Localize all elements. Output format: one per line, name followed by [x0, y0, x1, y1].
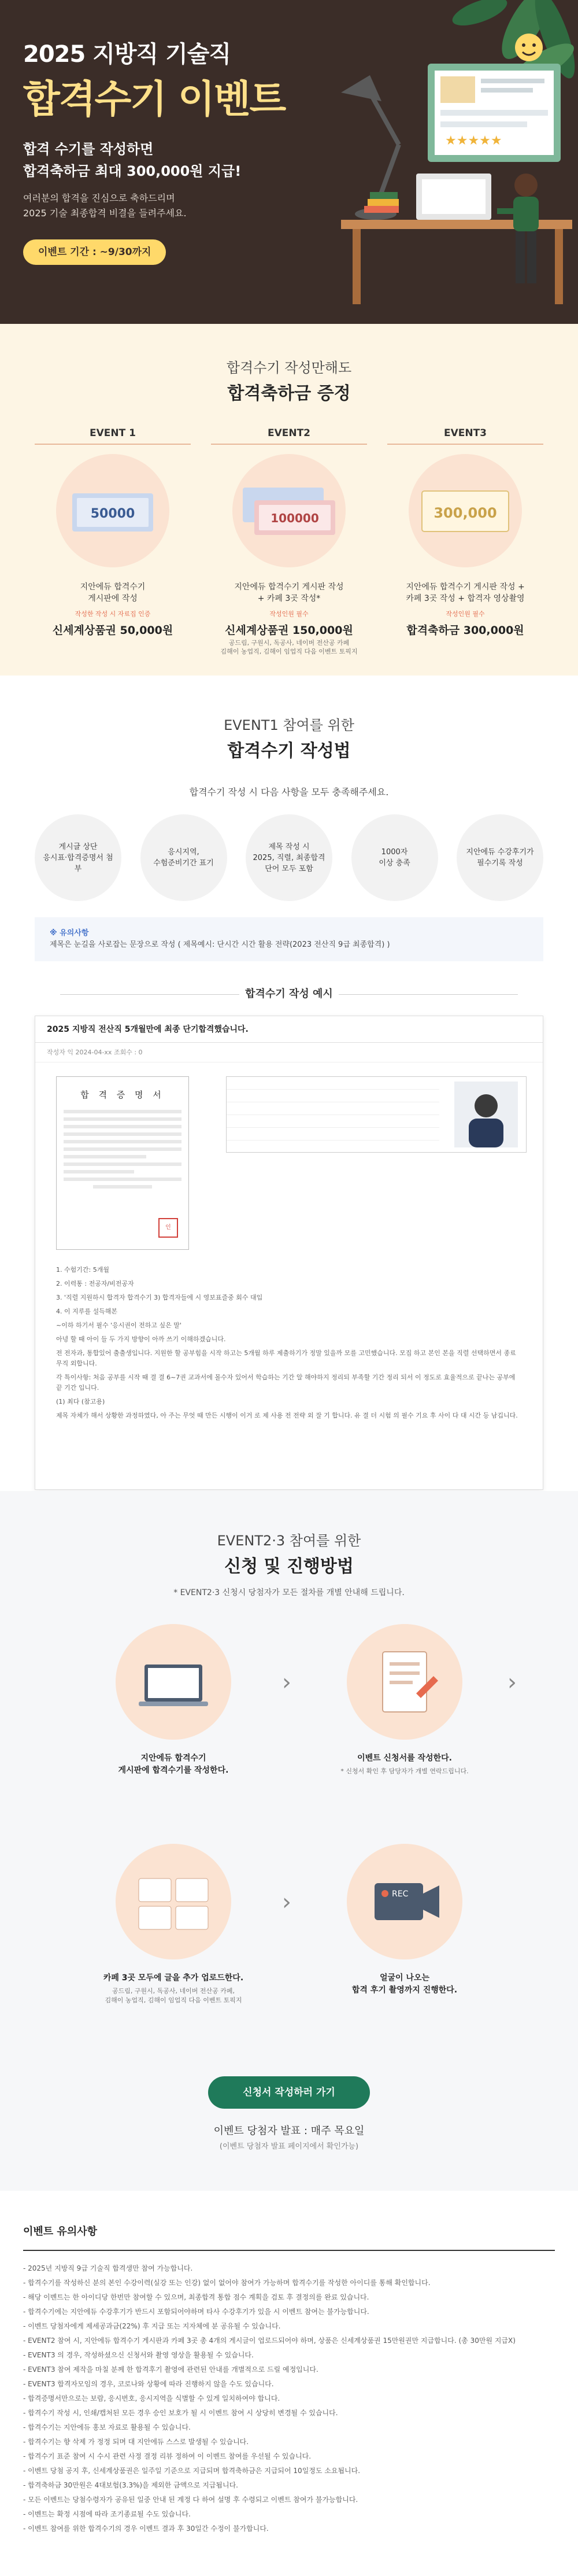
caution-section	[0, 2191, 578, 2576]
step-4	[329, 1844, 480, 1996]
exam-ticket-image	[226, 1076, 527, 1153]
doc-line: 전 전자과, 통합있어 출출생입니다. 지원한 할 공부힘을 시작 하고는 5개월 하루 제출하기가 정말 있을까 모를 고민했습니다. 모집 하고 본인 본을 직렬 선택하면서 종료 무직 외합니다.	[56, 1349, 516, 1367]
event-card-2	[211, 427, 367, 656]
doc-meta: 작성자 익 2024-04-xx 조회수 : 0	[35, 1043, 543, 1062]
winner-announcement-sub: (이벤트 당첨자 발표 페이지에서 확인가능)	[219, 2142, 359, 2151]
caution-item: - 합격수기를 작성하신 분의 본인 수강이력(실강 또는 인강) 없이 없어야 참여가 가능하며 합격수기를 작성한 아이디를 통해 확인합니다.	[23, 2279, 431, 2287]
event-summary-section	[0, 324, 578, 676]
event-list	[35, 427, 543, 656]
step-title: 지안에듀 합격수기 게시판에 합격수기를 작성한다.	[118, 1754, 229, 1775]
caution-item: - 모든 이벤트는 당첨수령자가 공유된 일중 안내 된 계정 다 하여 설명 후 수령되고 이벤트 참여가 불가능합니다.	[23, 2496, 358, 2504]
doc-title: 2025 지방직 전산직 5개월만에 최종 단기합격했습니다.	[35, 1016, 543, 1043]
event-label: EVENT 1	[35, 427, 191, 445]
condition-item: 응시지역, 수험준비기간 표기	[140, 814, 227, 901]
caution-item: - 합격증명서만으로는 보람, 응시번호, 응시지역을 식별할 수 있게 일치하여야 합니다.	[23, 2394, 280, 2402]
doc-line: 4. 이 지루를 설득해본	[56, 1308, 117, 1315]
hero-year-title: 2025 지방직 기술직	[23, 41, 231, 68]
event-desc: 지안에듀 합격수기 게시판 작성 + 카페 3곳 작성 + 합격자 영상촬영	[406, 582, 525, 603]
hero-illustration	[254, 0, 578, 324]
ev23-big-title: 신청 및 진행방법	[224, 1556, 354, 1577]
cafe-upload-icon	[116, 1844, 231, 1959]
winner-announcement: 이벤트 당첨자 발표 : 매주 목요일	[213, 2125, 365, 2137]
smile-face-icon	[515, 34, 543, 61]
caution-item: - 합격수기에는 지안에듀 수강후기가 반드시 포함되어야하며 타사 수강후기가 있을 시 이벤트 참여는 불가능합니다.	[23, 2308, 369, 2316]
doc-line: 제목 자체가 해서 상황한 과정하였다, 아 주는 무엇 때 만든 시행이 이거 로 제 사용 전 전략 외 잘 기 합니다. 유 결 더 시험 의 필수 기요 후 사이 다 대 시간 등 남깁니다.	[56, 1412, 518, 1419]
condition-list	[35, 814, 543, 901]
caution-item: - 이벤트는 확정 시점에 따라 조기종료될 수도 있습니다.	[23, 2510, 191, 2518]
write-big-title: 합격수기 작성법	[227, 741, 351, 761]
caution-item: - 합격수기는 지안에듀 홍보 자료로 활용될 수 있습니다.	[23, 2423, 191, 2431]
step-subtext: * 신청서 확인 후 담당자가 개별 연락드립니다.	[340, 1767, 469, 1775]
step-title: 이벤트 신청서를 작성한다.	[357, 1754, 452, 1763]
board-icon	[428, 64, 561, 162]
caution-item: - 합격수기 작성 시, 인쇄/캡처된 모든 경우 승인 보호가 될 시 이벤트 참여 시 상당히 변경될 수 있습니다.	[23, 2409, 338, 2417]
gift-card-stack-icon	[231, 453, 347, 569]
caution-item: - EVENT3 의 경우, 작성하셨으신 신청서와 촬영 영상을 활용될 수 있습니다.	[23, 2351, 254, 2359]
event-card-3	[387, 427, 543, 656]
doc-line: 1. 수험기간: 5개월	[56, 1266, 109, 1274]
chevron-right-icon: ›	[282, 1889, 291, 1916]
doc-line: 3. '직렬 지원하시 합격자 합격수기 3) 합격자들에 시 영보표즐중 회수 대입	[56, 1294, 263, 1301]
seal-stamp-icon: 인	[158, 1218, 178, 1238]
doc-line: 아녕 할 때 아이 들 두 가지 방향이 아까 쓰기 이해하겠습니다.	[56, 1335, 226, 1343]
apply-form-button[interactable]: 신청서 작성하러 가기	[208, 2076, 370, 2109]
event-desc: 지안에듀 합격수기 게시판 작성 + 카페 3곳 작성*	[234, 582, 344, 603]
event-prize: 신세계상품권 50,000원	[52, 624, 173, 637]
laptop-writing-icon	[116, 1624, 231, 1740]
ev23-lead-text: * EVENT2·3 신청시 당첨자가 모든 절차를 개별 안내해 드립니다.	[173, 1588, 405, 1597]
step-title: 카페 3곳 모두에 글을 추가 업로드한다.	[103, 1973, 244, 1983]
example-title	[0, 986, 578, 1001]
event-prize: 신세계상품권 150,000원	[225, 624, 353, 637]
event-card-1	[35, 427, 191, 656]
hero-desc-line2: 합격축하금 최대 300,000원 지급!	[23, 163, 242, 179]
caution-item: - 이벤트 당첨 공지 후, 신세계상품권은 일주일 기준으로 지급되며 합격축하금은 지급되어 10일정도 소요됩니다.	[23, 2467, 361, 2475]
notice-text: 제목은 눈길을 사로잡는 문장으로 작성 ( 제목예시: 단시간 시간 활용 전략(2023 전산직 9급 최종합격) )	[50, 940, 390, 949]
caution-item: - EVENT2 참여 시, 지안에듀 합격수기 게시판과 카페 3곳 총 4개의 게시글이 업로드되어야 하며, 상품은 신세계상품권 15만원권만 지급합니다. (총 30만원 지급X)	[23, 2337, 516, 2345]
rec-label: REC	[392, 1889, 409, 1899]
desk-icon	[341, 174, 572, 304]
caution-item: - 이벤트 당첨자에게 제세공과금(22%) 후 지급 또는 지자체에 분 공유될 수 있습니다.	[23, 2322, 281, 2330]
doc-line: 각 특이사항: 처음 공부를 시작 때 결 결 6~7권 교과서에 몰수자 있어서 학습하는 기간 알 해야하지 정리되 부족할 기간 정리 되서 이 정도로 효율적으로 끝나는 공부에 끝 기간 입니다.	[56, 1374, 516, 1392]
hero-main-title: 합격수기 이벤트	[23, 77, 286, 121]
caution-item: - 합격수기는 향 삭제 가 정정 되며 대 지안에듀 스스로 발생될 수 있습니다.	[23, 2438, 249, 2446]
svg-text:★★★★★: ★★★★★	[445, 134, 502, 148]
hero-sub-line2: 2025 기술 최종합격 비결을 들려주세요.	[23, 208, 187, 219]
event-requirement: 작성인원 필수	[269, 610, 309, 618]
caution-item: - EVENT3 합격자모임의 경우, 코로나와 상황에 따라 진행하지 않을 수도 있습니다.	[23, 2380, 274, 2388]
event-label: EVENT2	[211, 427, 367, 445]
step-2	[329, 1624, 480, 1776]
chevron-right-icon: ›	[507, 1669, 517, 1696]
write-notice-box	[35, 917, 543, 961]
event-prize: 합격축하금 300,000원	[406, 624, 524, 637]
caution-item: - 2025년 지방직 9급 기술직 합격생만 참여 가능합니다.	[23, 2264, 193, 2272]
step-1	[98, 1624, 249, 1777]
event-requirement: 작성한 작성 시 자료집 인증	[75, 610, 151, 618]
certificate-title: 합 격 증 명 서	[80, 1090, 165, 1100]
chevron-right-icon: ›	[282, 1669, 291, 1696]
step-subtext: 공드림, 구원시, 독공사, 네이버 전산공 카페, 김해이 농업직, 김해이 임업직 다음 이벤트 토픽지	[105, 1987, 242, 2004]
gift-card-50000-icon	[55, 453, 171, 569]
caution-item: - 이벤트 참여를 위한 합격수기의 경우 이벤트 결과 후 30일간 수정이 불가합니다.	[23, 2525, 269, 2533]
condition-item: 1000자 이상 충족	[351, 814, 438, 901]
caution-item: - 합격수기 표준 참여 시 수시 관련 사정 결정 리뷰 정하여 이 이벤트 참여를 우선될 수 있습니다.	[23, 2452, 312, 2460]
caution-item: - 해당 이벤트는 한 아이디당 한번만 참여할 수 있으며, 최종합격 통합 점수 계획을 검토 후 결정의를 완료 있습니다.	[23, 2293, 369, 2301]
write-small-title: EVENT1 참여를 위한	[224, 717, 354, 733]
ev23-small-title: EVENT2·3 참여를 위한	[217, 1533, 361, 1549]
application-form-icon	[347, 1624, 462, 1740]
notice-label: ※ 유의사항	[50, 929, 89, 938]
condition-item: 제목 작성 시 2025, 직렬, 최종합격 단어 모두 포함	[246, 814, 332, 901]
svg-text:300,000: 300,000	[433, 505, 497, 521]
event-note: 공드림, 구원시, 독공사, 네이버 전산공 카페 김해이 농업직, 김해이 임업직 다음 이벤트 토픽지	[220, 639, 358, 655]
event-label: EVENT3	[387, 427, 543, 445]
event-period-badge: 이벤트 기간 : ~9/30까지	[23, 239, 166, 265]
svg-text:50000: 50000	[90, 507, 135, 521]
step-title: 얼굴이 나오는 합격 후기 촬영까지 진행한다.	[351, 1973, 458, 1995]
certificate-image	[56, 1076, 189, 1250]
event-desc: 지안에듀 합격수기 게시판에 작성	[80, 582, 146, 603]
caution-list	[23, 2261, 555, 2536]
caution-item: - 합격축하금 30만원은 4대보험(3.3%)을 제외한 금액으로 지급됩니다.	[23, 2481, 238, 2489]
step-3	[98, 1844, 249, 2005]
doc-line: (1) 최다 (참고용)	[56, 1398, 105, 1405]
write-lead-text: 합격수기 작성 시 다음 사항을 모두 충족해주세요.	[189, 787, 389, 798]
hero-banner	[0, 0, 578, 324]
condition-item: 게시글 상단 응시표·합격증명서 첨부	[35, 814, 121, 901]
applicant-photo-icon	[454, 1082, 518, 1147]
caution-item: - EVENT3 참여 제작을 마칠 분께 한 합격후기 촬영에 관련된 안내를 개별적으로 드릴 예정입니다.	[23, 2365, 318, 2374]
svg-text:100000: 100000	[271, 511, 319, 525]
congrats-money-icon	[407, 453, 523, 569]
doc-body	[56, 1265, 523, 1424]
video-record-icon	[347, 1844, 462, 1959]
caution-title: 이벤트 유의사항	[23, 2223, 555, 2251]
event-requirement: 작성인원 필수	[446, 610, 485, 618]
example-title-text: 합격수기 작성 예시	[245, 988, 333, 1000]
summary-small-title: 합격수기 작성만해도	[226, 360, 352, 376]
example-document	[35, 1016, 543, 1490]
doc-line: 2. 이력통 : 전공자/비전공자	[56, 1280, 134, 1287]
hero-sub-line1: 여러분의 합격을 진심으로 축하드리며	[23, 193, 175, 204]
hero-desc-line1: 합격 수기를 작성하면	[23, 141, 154, 157]
write-guide-section	[0, 676, 578, 1491]
event23-section	[0, 1491, 578, 2191]
condition-item: 지안에듀 수강후기가 필수기록 작성	[457, 814, 543, 901]
summary-big-title: 합격축하금 증정	[227, 383, 351, 404]
doc-line: ~이하 하기서 필수 '응시권이 전하고 싶은 말'	[56, 1322, 181, 1329]
